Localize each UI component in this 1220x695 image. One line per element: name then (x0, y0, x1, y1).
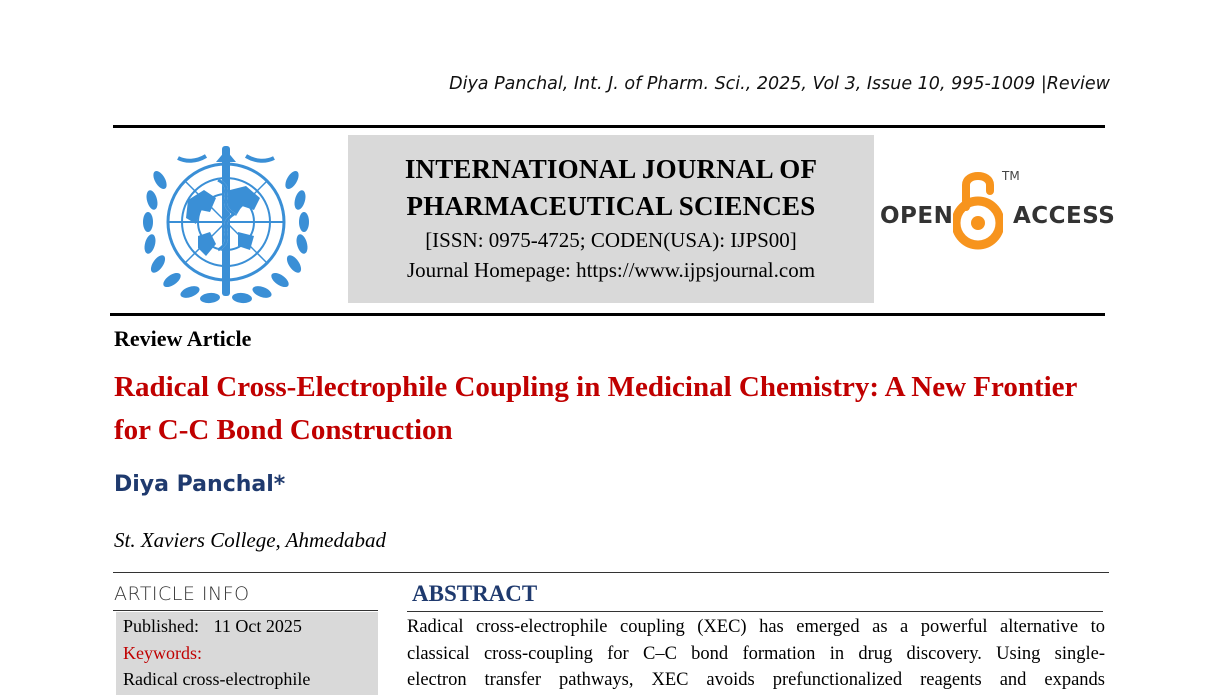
section-divider (113, 572, 1109, 573)
journal-title-line2: PHARMACEUTICAL SCIENCES (406, 191, 816, 221)
open-access-access-text: ACCESS (1013, 203, 1116, 229)
journal-homepage-link[interactable]: Journal Homepage: https://www.ijpsjournal.com (406, 258, 816, 282)
running-header-citation: Diya Panchal, Int. J. of Pharm. Sci., 2025, Vol 3, Issue 10, 995-1009 |Review (449, 74, 1110, 94)
abstract-heading: ABSTRACT (412, 581, 538, 606)
keywords-label: Keywords: (123, 643, 202, 663)
published-row (123, 616, 302, 637)
author-affiliation: St. Xaviers College, Ahmedabad (114, 528, 386, 552)
header-top-rule (113, 125, 1105, 128)
keyword-item: Radical cross-electrophile (123, 669, 311, 689)
open-lock-icon (953, 165, 1003, 251)
abstract-body (407, 614, 1105, 694)
abstract-line: Radical cross-electrophile coupling (XEC) has emerged as a powerful alternative to (407, 617, 1105, 637)
journal-issn: [ISSN: 0975-4725; CODEN(USA): IJPS00] (425, 228, 797, 252)
trademark-mark: TM (1002, 169, 1020, 183)
author-name[interactable]: Diya Panchal* (114, 472, 286, 497)
article-info-box (116, 612, 378, 695)
article-type: Review Article (114, 326, 252, 351)
journal-emblem-logo (126, 140, 326, 310)
journal-title-line1: INTERNATIONAL JOURNAL OF (404, 154, 818, 184)
abstract-rule (407, 611, 1103, 612)
abstract-line: electron transfer pathways, XEC avoids prefunctionalized reagents and expands (407, 670, 1105, 690)
journal-title-box (348, 135, 874, 303)
article-title: Radical Cross-Electrophile Coupling in Medicinal Chemistry: A New Frontier for C-C Bond Construction (114, 371, 1077, 446)
published-date: 11 Oct 2025 (213, 616, 302, 636)
article-info-heading: ARTICLE INFO (114, 583, 250, 605)
open-access-logo (880, 163, 1116, 253)
header-bottom-rule (110, 313, 1105, 316)
article-info-rule (113, 610, 378, 611)
open-access-open-text: OPEN (880, 203, 954, 229)
abstract-line: classical cross-coupling for C–C bond formation in drug discovery. Using single- (407, 643, 1105, 664)
published-label: Published: (123, 616, 200, 636)
